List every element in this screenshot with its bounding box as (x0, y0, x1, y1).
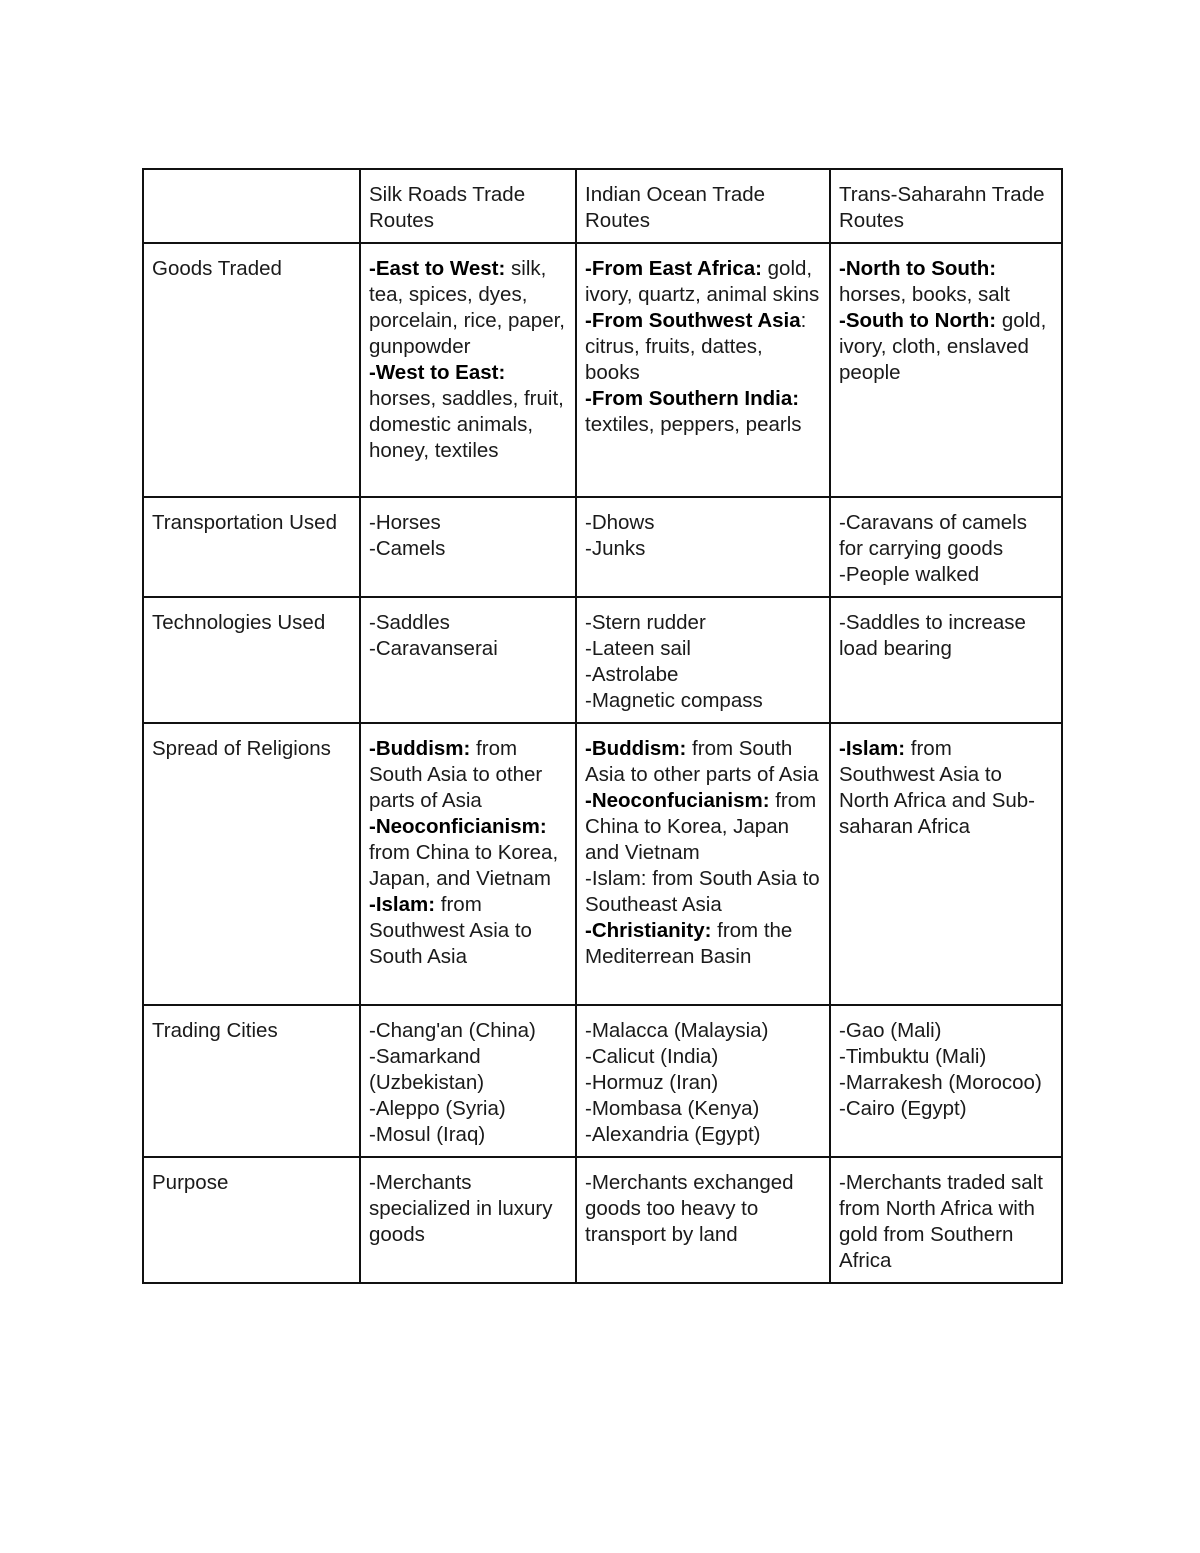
cell-trans-saharan (830, 243, 1062, 497)
entry-lead: -Neoconfucianism: (585, 789, 770, 812)
cell-indian-ocean (576, 1157, 830, 1283)
row-label: Transportation Used (143, 497, 360, 597)
cell-entry (585, 788, 821, 866)
cell-trans-saharan (830, 723, 1062, 1005)
row-goods-traded (143, 243, 1062, 497)
entry-text: -Malacca (Malaysia) (585, 1019, 769, 1042)
row-trading-cities (143, 1005, 1062, 1157)
cell-entry (369, 636, 567, 662)
entry-text: -Cairo (Egypt) (839, 1097, 967, 1120)
cell-entry (369, 1044, 567, 1096)
entry-lead: -Buddism: (585, 737, 687, 760)
cell-entry (369, 1096, 567, 1122)
cell-entry (839, 510, 1053, 562)
entry-text: from the Mediterrean Basin (585, 919, 793, 968)
cell-entry (585, 918, 821, 970)
cell-entry (369, 360, 567, 464)
entry-text: from South Asia to other parts of Asia (369, 737, 543, 812)
cell-entry (839, 562, 1053, 588)
entry-text: gold, ivory, quartz, animal skins (585, 257, 820, 306)
entry-text: -Islam: from South Asia to Southeast Asia (585, 867, 820, 916)
cell-entry (839, 1044, 1053, 1070)
header-silk-roads: Silk Roads Trade Routes (360, 169, 576, 243)
cell-entry (369, 536, 567, 562)
cell-entry (585, 1070, 821, 1096)
entry-lead: -Christianity: (585, 919, 712, 942)
cell-entry (839, 256, 1053, 308)
cell-entry (369, 892, 567, 970)
cell-indian-ocean (576, 723, 830, 1005)
cell-entry (839, 736, 1053, 840)
entry-lead: -Neoconficianism: (369, 815, 547, 838)
entry-text: -Hormuz (Iran) (585, 1071, 719, 1094)
entry-text: : citrus, fruits, dattes, books (585, 309, 807, 384)
header-cell-empty (143, 169, 360, 243)
entry-lead: -From Southwest Asia (585, 309, 801, 332)
entry-text: -Merchants exchanged goods too heavy to transport by land (585, 1171, 794, 1246)
row-technologies-used (143, 597, 1062, 723)
cell-indian-ocean (576, 497, 830, 597)
entry-text: -Samarkand (Uzbekistan) (369, 1045, 485, 1094)
cell-entry (369, 510, 567, 536)
entry-text: -Merchants specialized in luxury goods (369, 1171, 553, 1246)
cell-entry (585, 636, 821, 662)
entry-text: -Mosul (Iraq) (369, 1123, 486, 1146)
cell-entry (585, 1018, 821, 1044)
entry-lead: -North to South: (839, 257, 997, 280)
cell-trans-saharan (830, 1005, 1062, 1157)
row-label: Trading Cities (143, 1005, 360, 1157)
cell-entry (369, 256, 567, 360)
entry-text: -Horses (369, 511, 441, 534)
cell-silk-roads (360, 1005, 576, 1157)
cell-indian-ocean (576, 597, 830, 723)
cell-entry (585, 536, 821, 562)
entry-text: textiles, peppers, pearls (585, 413, 802, 436)
cell-entry (585, 688, 821, 714)
cell-silk-roads (360, 243, 576, 497)
row-purpose (143, 1157, 1062, 1283)
entry-text: from Southwest Asia to North Africa and Sub-saharan Africa (839, 737, 1035, 838)
row-label: Technologies Used (143, 597, 360, 723)
cell-entry (369, 610, 567, 636)
entry-lead: -East to West: (369, 257, 506, 280)
cell-entry (839, 610, 1053, 662)
cell-entry (585, 308, 821, 386)
entry-text: -Mombasa (Kenya) (585, 1097, 760, 1120)
header-indian-ocean: Indian Ocean Trade Routes (576, 169, 830, 243)
entry-lead: -Buddism: (369, 737, 471, 760)
cell-silk-roads (360, 1157, 576, 1283)
cell-silk-roads (360, 723, 576, 1005)
cell-indian-ocean (576, 243, 830, 497)
row-spread-of-religions (143, 723, 1062, 1005)
cell-entry (839, 1170, 1053, 1274)
entry-text: -Camels (369, 537, 446, 560)
row-label: Goods Traded (143, 243, 360, 497)
header-trans-saharan: Trans-Saharahn Trade Routes (830, 169, 1062, 243)
cell-silk-roads (360, 497, 576, 597)
entry-text: -Astrolabe (585, 663, 679, 686)
entry-text: -Junks (585, 537, 646, 560)
cell-entry (369, 814, 567, 892)
cell-entry (585, 662, 821, 688)
entry-text: -Magnetic compass (585, 689, 763, 712)
trade-routes-table (142, 168, 1063, 1284)
cell-entry (369, 1170, 567, 1248)
entry-text: from China to Korea, Japan and Vietnam (585, 789, 817, 864)
cell-entry (585, 256, 821, 308)
entry-text: -Calicut (India) (585, 1045, 719, 1068)
entry-text: -Aleppo (Syria) (369, 1097, 506, 1120)
entry-text: -Lateen sail (585, 637, 691, 660)
cell-entry (585, 610, 821, 636)
entry-text: from South Asia to other parts of Asia (585, 737, 819, 786)
cell-entry (585, 1096, 821, 1122)
entry-text: -Marrakesh (Morocoo) (839, 1071, 1042, 1094)
cell-trans-saharan (830, 597, 1062, 723)
header-row (143, 169, 1062, 243)
cell-entry (369, 736, 567, 814)
cell-entry (585, 736, 821, 788)
cell-entry (839, 308, 1053, 386)
entry-text: -People walked (839, 563, 980, 586)
entry-text: from Southwest Asia to South Asia (369, 893, 532, 968)
cell-entry (369, 1122, 567, 1148)
cell-entry (585, 510, 821, 536)
entry-lead: -South to North: (839, 309, 997, 332)
cell-entry (585, 866, 821, 918)
cell-trans-saharan (830, 497, 1062, 597)
entry-text: -Chang'an (China) (369, 1019, 536, 1042)
entry-text: -Timbuktu (Mali) (839, 1045, 987, 1068)
cell-indian-ocean (576, 1005, 830, 1157)
entry-lead: -West to East: (369, 361, 506, 384)
cell-entry (585, 1122, 821, 1148)
cell-entry (585, 1044, 821, 1070)
entry-text: -Merchants traded salt from North Africa with gold from Southern Africa (839, 1171, 1043, 1272)
entry-lead: -Islam: (369, 893, 436, 916)
entry-text: gold, ivory, cloth, enslaved people (839, 309, 1047, 384)
cell-entry (839, 1096, 1053, 1122)
entry-text: -Caravanserai (369, 637, 498, 660)
entry-text: horses, saddles, fruit, domestic animals, honey, textiles (369, 387, 564, 462)
entry-text: from China to Korea, Japan, and Vietnam (369, 841, 559, 890)
row-label: Purpose (143, 1157, 360, 1283)
entry-text: -Dhows (585, 511, 655, 534)
row-label: Spread of Religions (143, 723, 360, 1005)
cell-entry (839, 1070, 1053, 1096)
entry-text: -Caravans of camels for carrying goods (839, 511, 1027, 560)
entry-text: -Gao (Mali) (839, 1019, 942, 1042)
entry-text: -Stern rudder (585, 611, 706, 634)
cell-silk-roads (360, 597, 576, 723)
entry-lead: -Islam: (839, 737, 906, 760)
entry-text: horses, books, salt (839, 283, 1010, 306)
entry-lead: -From East Africa: (585, 257, 762, 280)
cell-trans-saharan (830, 1157, 1062, 1283)
entry-lead: -From Southern India: (585, 387, 800, 410)
cell-entry (585, 1170, 821, 1248)
entry-text: silk, tea, spices, dyes, porcelain, rice, paper, gunpowder (369, 257, 566, 358)
entry-text: -Saddles (369, 611, 450, 634)
row-transportation-used (143, 497, 1062, 597)
cell-entry (585, 386, 821, 438)
cell-entry (839, 1018, 1053, 1044)
entry-text: -Saddles to increase load bearing (839, 611, 1026, 660)
cell-entry (369, 1018, 567, 1044)
entry-text: -Alexandria (Egypt) (585, 1123, 761, 1146)
